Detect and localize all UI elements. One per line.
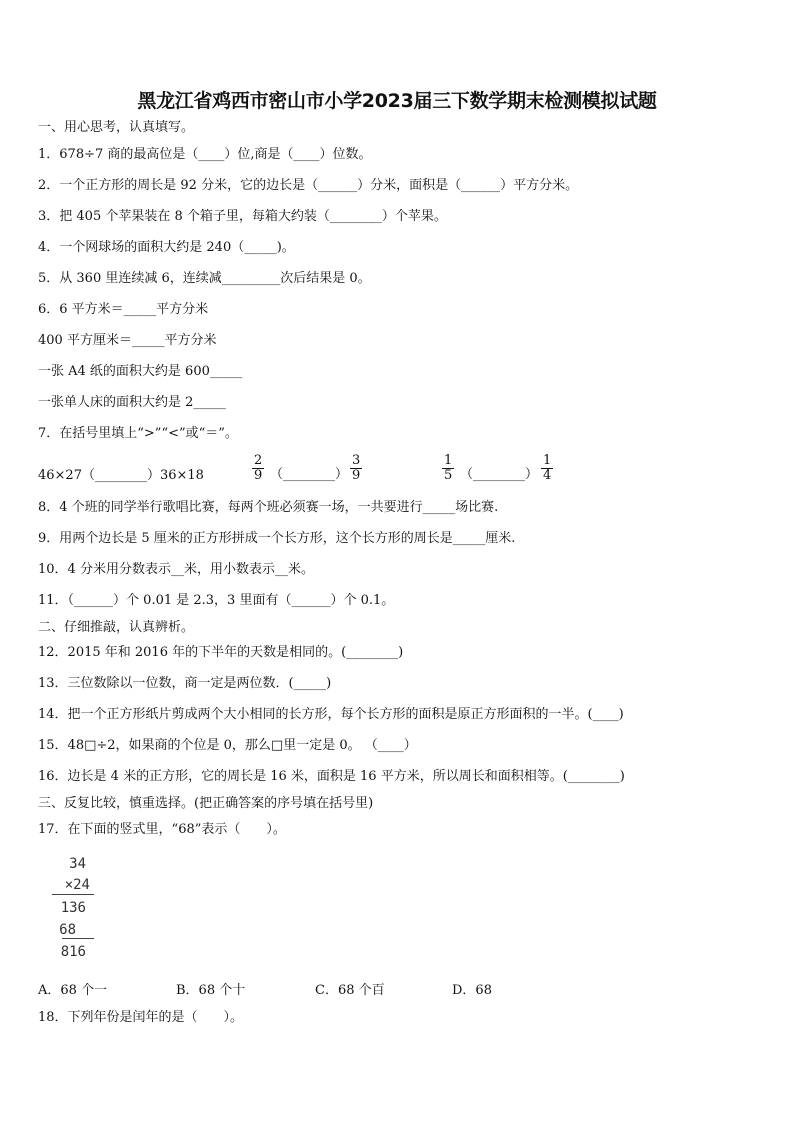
question-2: 2．一个正方形的周长是 92 分米，它的边长是（______）分米，面积是（______）平方分米。: [38, 178, 579, 193]
question-9: 9．用两个边长是 5 厘米的正方形拼成一个长方形，这个长方形的周长是_____厘米.: [38, 531, 516, 546]
comparison-3-blank: （________）: [460, 467, 539, 482]
vertical-row-product: 816: [60, 944, 86, 960]
question-13: 13．三位数除以一位数，商一定是两位数．(_____): [38, 676, 332, 691]
fraction-numerator: 3: [352, 453, 361, 468]
vertical-line-1: [52, 894, 94, 895]
section-2-heading: 二、仔细推敲，认真辨析。: [38, 620, 195, 635]
fraction-denominator: 9: [352, 468, 361, 483]
fraction-numerator: 1: [444, 453, 453, 468]
question-15: 15．48□÷2，如果商的个位是 0，那么□里一定是 0。 （____）: [38, 738, 417, 753]
option-a: A．68 个一: [38, 983, 108, 998]
comparison-2-blank: （________）: [270, 467, 349, 482]
question-4: 4．一个网球场的面积大约是 240（_____)。: [38, 240, 295, 255]
question-1: 1．678÷7 商的最高位是（____）位,商是（____）位数。: [38, 147, 372, 162]
vertical-line-2: [62, 938, 94, 939]
question-18: 18．下列年份是闰年的是（ ）。: [38, 1010, 244, 1025]
page-title: 黑龙江省鸡西市密山市小学2023届三下数学期末检测模拟试题: [137, 90, 657, 112]
question-6b: 400 平方厘米＝_____平方分米: [38, 333, 217, 348]
section-3-heading: 三、反复比较，慎重选择。(把正确答案的序号填在括号里): [38, 796, 374, 811]
fraction-numerator: 2: [254, 453, 263, 468]
fraction-denominator: 4: [543, 468, 552, 483]
question-6d: 一张单人床的面积大约是 2_____: [38, 395, 226, 410]
vertical-row-multiplier: ×24: [64, 877, 90, 893]
question-5: 5．从 360 里连续减 6，连续减_________次后结果是 0。: [38, 271, 371, 286]
vertical-row-partial-1: 136: [60, 900, 86, 916]
fraction-1-5: [442, 454, 454, 483]
question-6a: 6．6 平方米＝_____平方分米: [38, 302, 209, 317]
option-b: B．68 个十: [176, 983, 246, 998]
section-1-heading: 一、用心思考，认真填写。: [38, 120, 195, 135]
question-7-comparisons: [38, 453, 758, 483]
question-11: 11．（______）个 0.01 是 2.3，3 里面有（______）个 0.1。: [38, 593, 395, 608]
question-6c: 一张 A4 纸的面积大约是 600_____: [38, 364, 243, 379]
question-14: 14．把一个正方形纸片剪成两个大小相同的长方形，每个长方形的面积是原正方形面积的一半。(____): [38, 707, 624, 722]
option-d: D．68: [452, 983, 492, 998]
question-8: 8．4 个班的同学举行歌唱比赛，每两个班必须赛一场，一共要进行_____场比赛.: [38, 500, 499, 515]
fraction-3-9: [350, 454, 362, 483]
fraction-denominator: 5: [444, 468, 453, 483]
fraction-2-9: [252, 454, 264, 483]
question-7: 7．在括号里填上“>”“<”或“＝”。: [38, 426, 238, 441]
option-c: C．68 个百: [315, 983, 385, 998]
fraction-1-4: [541, 454, 553, 483]
question-16: 16．边长是 4 米的正方形，它的周长是 16 米，面积是 16 平方米，所以周长和面积相等。(________): [38, 769, 625, 784]
question-17: 17．在下面的竖式里，“68”表示（ ）。: [38, 822, 286, 837]
fraction-numerator: 1: [543, 453, 552, 468]
vertical-row-partial-2: 68: [59, 922, 76, 938]
vertical-row-multiplicand: 34: [69, 856, 86, 872]
fraction-denominator: 9: [254, 468, 263, 483]
question-10: 10．4 分米用分数表示__米，用小数表示__米。: [38, 562, 314, 577]
question-12: 12．2015 年和 2016 年的下半年的天数是相同的。(________): [38, 645, 404, 660]
comparison-1: 46×27（________）36×18: [38, 468, 204, 483]
question-3: 3．把 405 个苹果装在 8 个箱子里，每箱大约装（________）个苹果。: [38, 209, 447, 224]
